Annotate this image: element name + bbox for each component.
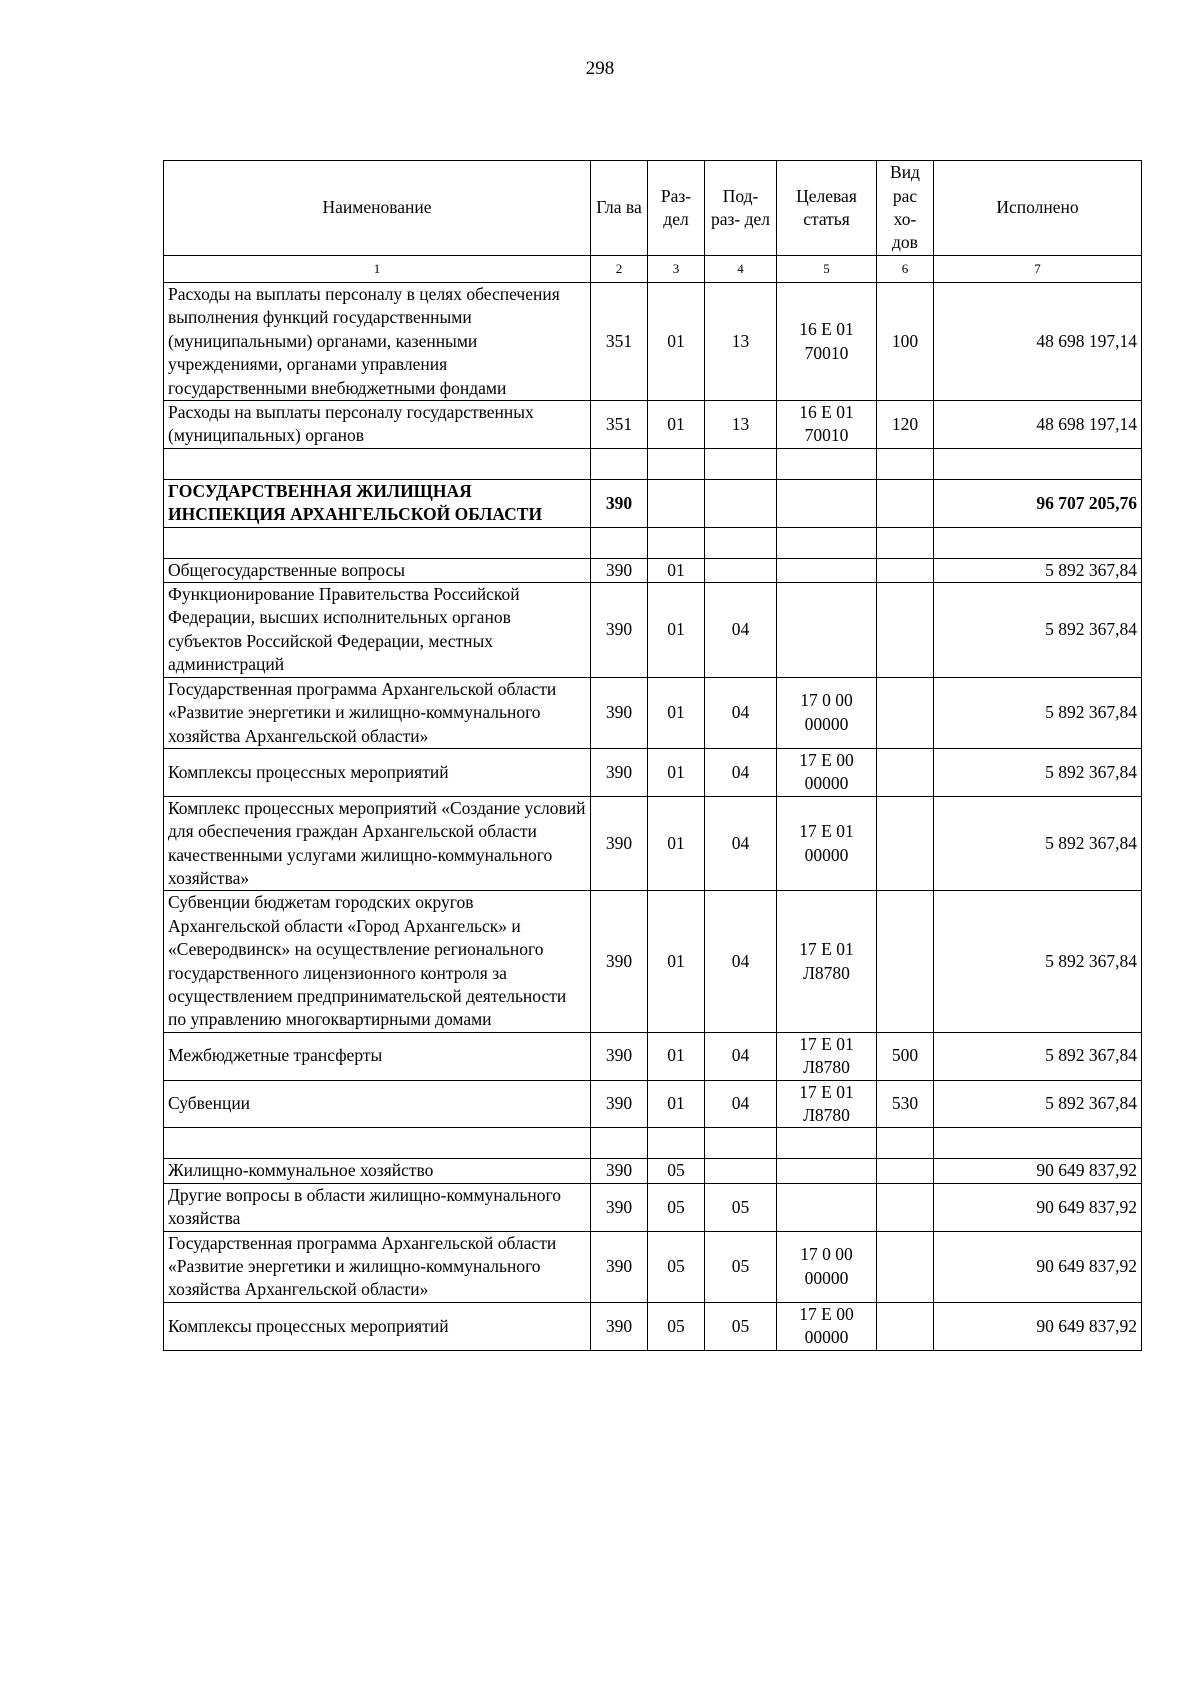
row-glava: 390 [591,677,648,748]
page-number: 298 [585,58,615,79]
column-number: 5 [777,256,877,283]
header-celevaya: Целевая статья [777,161,877,256]
row-razdel: 01 [648,891,705,1032]
header-name: Наименование [164,161,591,256]
row-name: Межбюджетные трансферты [164,1032,591,1080]
row-razdel: 01 [648,1032,705,1080]
row-podrazdel: 05 [705,1231,777,1302]
row-vid: 530 [877,1080,934,1128]
row-amount: 90 649 837,92 [934,1159,1142,1183]
column-number: 6 [877,256,934,283]
row-celevaya [777,1159,877,1183]
row-glava: 390 [591,1032,648,1080]
row-podrazdel: 04 [705,677,777,748]
row-razdel: 01 [648,677,705,748]
row-amount: 5 892 367,84 [934,583,1142,678]
row-amount: 5 892 367,84 [934,891,1142,1032]
row-name: Другие вопросы в области жилищно-коммунального хозяйства [164,1183,591,1231]
row-amount: 5 892 367,84 [934,748,1142,796]
column-number: 3 [648,256,705,283]
table-row [164,1183,1142,1231]
row-razdel: 01 [648,1080,705,1128]
row-podrazdel: 13 [705,401,777,449]
row-podrazdel [705,558,777,582]
row-amount: 5 892 367,84 [934,1080,1142,1128]
row-podrazdel: 13 [705,283,777,401]
row-glava: 390 [591,1080,648,1128]
row-vid [877,1231,934,1302]
row-razdel: 05 [648,1183,705,1231]
table-row [164,583,1142,678]
row-amount: 5 892 367,84 [934,796,1142,891]
header-vid: Вид рас хо- дов [877,161,934,256]
column-number: 7 [934,256,1142,283]
row-vid [877,1302,934,1350]
row-celevaya: 17 Е 00 00000 [777,1302,877,1350]
row-amount: 48 698 197,14 [934,401,1142,449]
header-glava: Гла ва [591,161,648,256]
header-ispolneno: Исполнено [934,161,1142,256]
row-celevaya: 17 Е 01 00000 [777,796,877,891]
row-vid: 500 [877,1032,934,1080]
table-row [164,1159,1142,1183]
row-vid [877,1159,934,1183]
row-podrazdel: 04 [705,891,777,1032]
row-razdel [648,479,705,527]
row-vid: 120 [877,401,934,449]
spacer-row [164,1128,1142,1159]
row-name: Комплексы процессных мероприятий [164,748,591,796]
row-glava: 351 [591,401,648,449]
row-razdel: 05 [648,1159,705,1183]
row-name: Жилищно-коммунальное хозяйство [164,1159,591,1183]
row-celevaya [777,583,877,678]
row-podrazdel: 04 [705,1080,777,1128]
row-vid: 100 [877,283,934,401]
row-podrazdel: 05 [705,1302,777,1350]
table-row [164,796,1142,891]
row-celevaya: 17 Е 01 Л8780 [777,891,877,1032]
row-amount: 5 892 367,84 [934,558,1142,582]
table-row [164,401,1142,449]
row-name: Комплексы процессных мероприятий [164,1302,591,1350]
row-razdel: 01 [648,583,705,678]
row-podrazdel: 04 [705,583,777,678]
row-podrazdel: 04 [705,1032,777,1080]
row-celevaya: 17 Е 00 00000 [777,748,877,796]
spacer-row [164,527,1142,558]
table-row [164,1231,1142,1302]
row-celevaya: 17 Е 01 Л8780 [777,1032,877,1080]
row-podrazdel [705,479,777,527]
row-name: Субвенции [164,1080,591,1128]
row-razdel: 01 [648,748,705,796]
row-vid [877,891,934,1032]
row-celevaya [777,1183,877,1231]
row-glava: 390 [591,583,648,678]
row-amount: 90 649 837,92 [934,1302,1142,1350]
row-podrazdel: 04 [705,748,777,796]
row-glava: 390 [591,748,648,796]
row-amount: 90 649 837,92 [934,1183,1142,1231]
row-glava: 390 [591,796,648,891]
row-celevaya [777,558,877,582]
row-vid [877,796,934,891]
table-row [164,1032,1142,1080]
row-celevaya [777,479,877,527]
row-glava: 390 [591,1231,648,1302]
table-row [164,1080,1142,1128]
table-row [164,1302,1142,1350]
row-podrazdel: 04 [705,796,777,891]
row-amount: 48 698 197,14 [934,283,1142,401]
row-glava: 390 [591,1302,648,1350]
row-celevaya: 17 0 00 00000 [777,1231,877,1302]
column-number: 4 [705,256,777,283]
row-vid [877,748,934,796]
row-glava: 351 [591,283,648,401]
row-razdel: 01 [648,796,705,891]
row-razdel: 01 [648,283,705,401]
row-vid [877,1183,934,1231]
row-vid [877,479,934,527]
table-row [164,891,1142,1032]
row-name: Расходы на выплаты персоналу в целях обеспечения выполнения функций государственными (муниципальными) органами, казенными учреждениями, органами управления государственными внебюджетными фондами [164,283,591,401]
header-razdel: Раз- дел [648,161,705,256]
row-celevaya: 17 0 00 00000 [777,677,877,748]
row-podrazdel [705,1159,777,1183]
table-row-section [164,479,1142,527]
row-glava: 390 [591,1183,648,1231]
row-amount: 5 892 367,84 [934,1032,1142,1080]
header-row [164,161,1142,256]
row-podrazdel: 05 [705,1183,777,1231]
table-row [164,677,1142,748]
row-razdel: 01 [648,401,705,449]
column-number: 2 [591,256,648,283]
column-number: 1 [164,256,591,283]
spacer-row [164,448,1142,479]
row-celevaya: 17 Е 01 Л8780 [777,1080,877,1128]
row-celevaya: 16 Е 01 70010 [777,283,877,401]
row-vid [877,558,934,582]
row-name: Расходы на выплаты персоналу государственных (муниципальных) органов [164,401,591,449]
row-razdel: 05 [648,1231,705,1302]
row-amount: 96 707 205,76 [934,479,1142,527]
row-glava: 390 [591,558,648,582]
budget-table [163,160,1142,1351]
row-razdel: 01 [648,558,705,582]
header-podrazdel: Под- раз- дел [705,161,777,256]
row-name: Государственная программа Архангельской области «Развитие энергетики и жилищно-коммунального хозяйства Архангельской области» [164,1231,591,1302]
row-glava: 390 [591,1159,648,1183]
row-vid [877,583,934,678]
row-amount: 5 892 367,84 [934,677,1142,748]
column-number-row [164,256,1142,283]
table-row [164,748,1142,796]
row-name: Субвенции бюджетам городских округов Архангельской области «Город Архангельск» и «Северодвинск» на осуществление регионального государственного лицензионного контроля за осуществлением предпринимательской деятельности по управлению многоквартирными домами [164,891,591,1032]
row-amount: 90 649 837,92 [934,1231,1142,1302]
row-name: Государственная программа Архангельской области «Развитие энергетики и жилищно-коммунального хозяйства Архангельской области» [164,677,591,748]
table-row [164,558,1142,582]
row-razdel: 05 [648,1302,705,1350]
row-vid [877,677,934,748]
row-glava: 390 [591,479,648,527]
row-glava: 390 [591,891,648,1032]
table-row [164,283,1142,401]
row-name: Функционирование Правительства Российской Федерации, высших исполнительных органов субъектов Российской Федерации, местных администраций [164,583,591,678]
row-celevaya: 16 Е 01 70010 [777,401,877,449]
row-name: Общегосударственные вопросы [164,558,591,582]
row-name: ГОСУДАРСТВЕННАЯ ЖИЛИЩНАЯ ИНСПЕКЦИЯ АРХАНГЕЛЬСКОЙ ОБЛАСТИ [164,479,591,527]
row-name: Комплекс процессных мероприятий «Создание условий для обеспечения граждан Архангельской области качественными услугами жилищно-коммунального хозяйства» [164,796,591,891]
